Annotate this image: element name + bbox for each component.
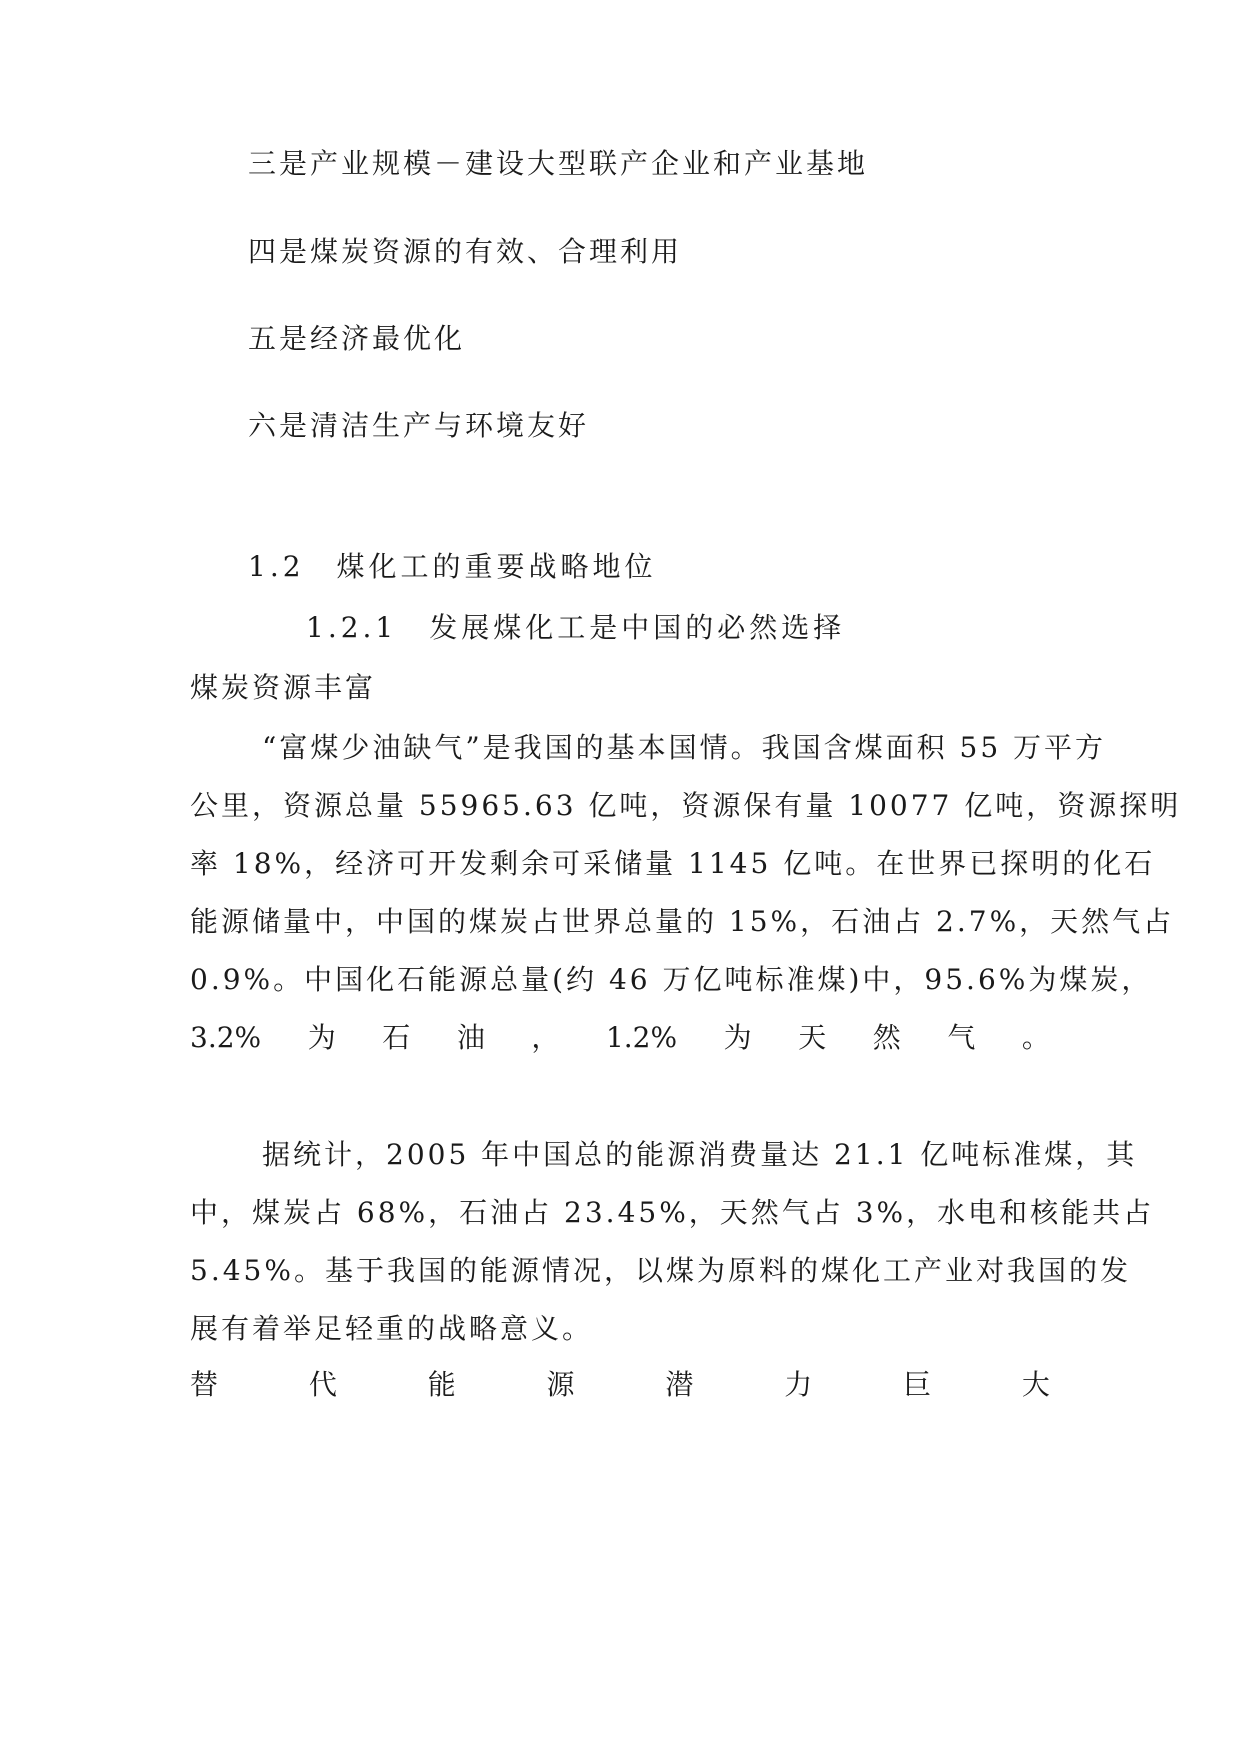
list-item: 四是煤炭资源的有效、合理利用 xyxy=(248,235,683,268)
paragraph-line: 5.45%。基于我国的能源情况，以煤为原料的煤化工产业对我国的发 xyxy=(190,1254,1131,1287)
token: 石 xyxy=(382,1021,411,1054)
list-item: 三是产业规模－建设大型联产企业和产业基地 xyxy=(248,147,869,180)
paragraph-line: 展有着举足轻重的战略意义。 xyxy=(190,1312,594,1345)
section-heading: 1.2 煤化工的重要战略地位 xyxy=(248,550,657,583)
token: 然 xyxy=(872,1021,901,1054)
paragraph-line: 率 18%，经济可开发剩余可采储量 1145 亿吨。在世界已探明的化石 xyxy=(190,847,1156,880)
token: 油 xyxy=(456,1021,485,1054)
token: 潜 xyxy=(665,1368,694,1401)
list-item: 五是经济最优化 xyxy=(248,322,466,355)
paragraph-justified-line xyxy=(190,1020,1050,1056)
token: 力 xyxy=(784,1368,813,1401)
paragraph-line: 据统计，2005 年中国总的能源消费量达 21.1 亿吨标准煤，其 xyxy=(262,1138,1138,1171)
list-item: 六是清洁生产与环境友好 xyxy=(248,409,590,442)
subsection-heading: 1.2.1 发展煤化工是中国的必然选择 xyxy=(306,611,846,644)
token: 为 xyxy=(307,1021,336,1054)
paragraph-line: “富煤少油缺气”是我国的基本国情。我国含煤面积 55 万平方 xyxy=(262,731,1107,764)
token: 替 xyxy=(190,1368,219,1401)
token: 1.2% xyxy=(605,1021,678,1054)
footer-heading xyxy=(190,1367,1050,1403)
token: 为 xyxy=(723,1021,752,1054)
token: ， xyxy=(531,1021,560,1054)
token: 代 xyxy=(308,1368,337,1401)
topic-heading: 煤炭资源丰富 xyxy=(190,671,377,704)
token: 天 xyxy=(798,1021,827,1054)
token: 3.2% xyxy=(190,1021,262,1054)
token: 气 xyxy=(947,1021,976,1054)
paragraph-line: 中，煤炭占 68%，石油占 23.45%，天然气占 3%，水电和核能共占 xyxy=(190,1196,1155,1229)
token: 能 xyxy=(427,1368,456,1401)
token: 源 xyxy=(546,1368,575,1401)
paragraph-line: 0.9%。中国化石能源总量(约 46 万亿吨标准煤)中，95.6%为煤炭， xyxy=(190,963,1153,996)
paragraph-line: 公里，资源总量 55965.63 亿吨，资源保有量 10077 亿吨，资源探明 xyxy=(190,789,1182,822)
token: 。 xyxy=(1021,1021,1050,1054)
token: 大 xyxy=(1021,1368,1050,1401)
token: 巨 xyxy=(903,1368,932,1401)
paragraph-line: 能源储量中，中国的煤炭占世界总量的 15%，石油占 2.7%，天然气占 xyxy=(190,905,1175,938)
